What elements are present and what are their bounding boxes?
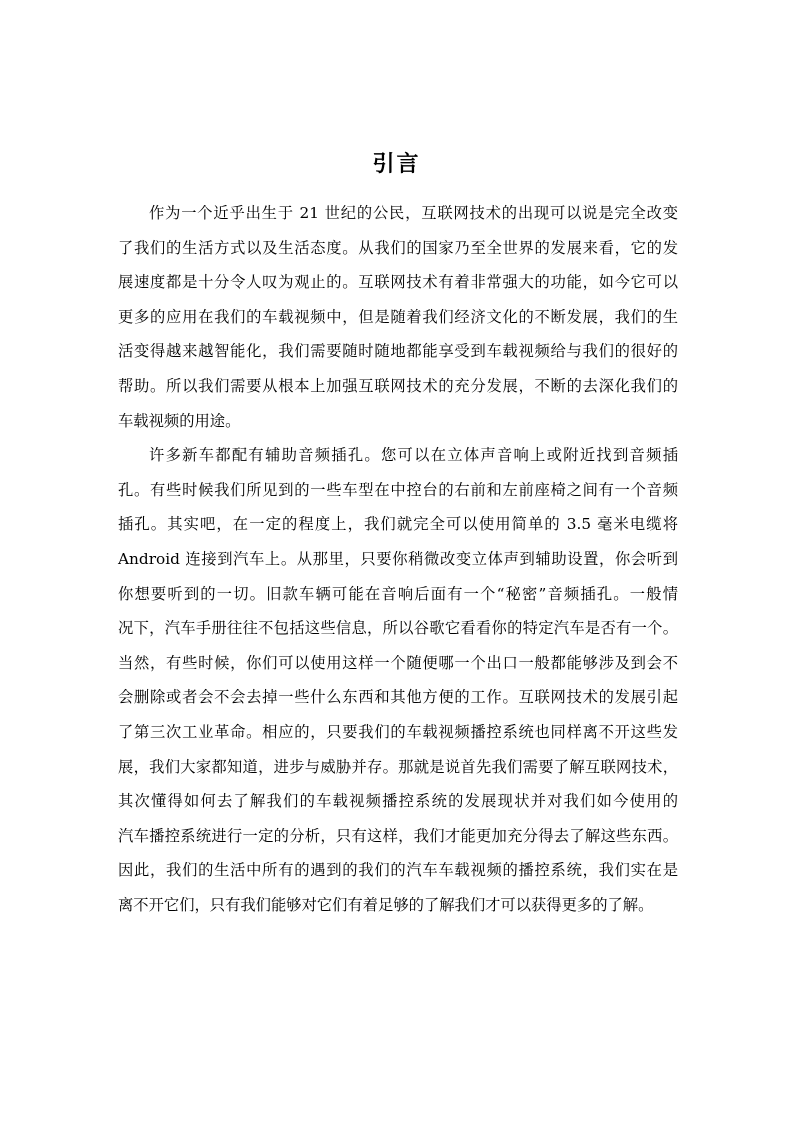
text-line: 展速度都是十分令人叹为观止的。互联网技术有着非常强大的功能，如今它可以 [118,273,678,292]
text-line: Android 连接到汽车上。从那里，只要你稍微改变立体声到辅助设置，你会听到 [118,549,678,568]
text-line: 孔。有些时候我们所见到的一些车型在中控台的右前和左前座椅之间有一个音频 [118,480,678,499]
text-line: 活变得越来越智能化，我们需要随时随地都能享受到车载视频给与我们的很好的 [118,342,678,361]
text-line: 况下，汽车手册往往不包括这些信息，所以谷歌它看看你的特定汽车是否有一个。 [118,619,678,638]
text-line: 插孔。其实吧，在一定的程度上，我们就完全可以使用简单的 3.5 毫米电缆将 [118,515,678,534]
text-line: 了第三次工业革命。相应的，只要我们的车载视频播控系统也同样离不开这些发 [118,722,678,741]
paragraph-2 [118,438,678,922]
text-line: 了我们的生活方式以及生活态度。从我们的国家乃至全世界的发展来看，它的发 [118,238,678,257]
body-text [118,196,678,922]
text-line: 汽车播控系统进行一定的分析，只有这样，我们才能更加充分得去了解这些东西。 [118,826,678,845]
text-line: 作为一个近乎出生于 21 世纪的公民，互联网技术的出现可以说是完全改变 [149,204,678,222]
text-line: 许多新车都配有辅助音频插孔。您可以在立体声音响上或附近找到音频插 [149,446,678,465]
page-title: 引言 [372,152,421,177]
text-line: 你想要听到的一切。旧款车辆可能在音响后面有一个“秘密”音频插孔。一般情 [118,584,678,603]
text-line: 会删除或者会不会去掉一些什么东西和其他方便的工作。互联网技术的发展引起 [118,688,678,707]
text-line: 离不开它们，只有我们能够对它们有着足够的了解我们才可以获得更多的了解。 [118,895,654,914]
text-line: 其次懂得如何去了解我们的车载视频播控系统的发展现状并对我们如今使用的 [118,792,678,811]
text-line: 更多的应用在我们的车载视频中，但是随着我们经济文化的不断发展，我们的生 [118,307,678,326]
text-line: 帮助。所以我们需要从根本上加强互联网技术的充分发展，不断的去深化我们的 [118,376,678,395]
text-line: 展，我们大家都知道，进步与威胁并存。那就是说首先我们需要了解互联网技术， [118,757,678,776]
paragraph-1 [118,196,678,438]
text-line: 当然，有些时候，你们可以使用这样一个随便哪一个出口一般都能够涉及到会不 [118,653,678,672]
text-line: 因此，我们的生活中所有的遇到的我们的汽车车载视频的播控系统，我们实在是 [118,861,678,880]
text-line: 车载视频的用途。 [118,411,241,430]
